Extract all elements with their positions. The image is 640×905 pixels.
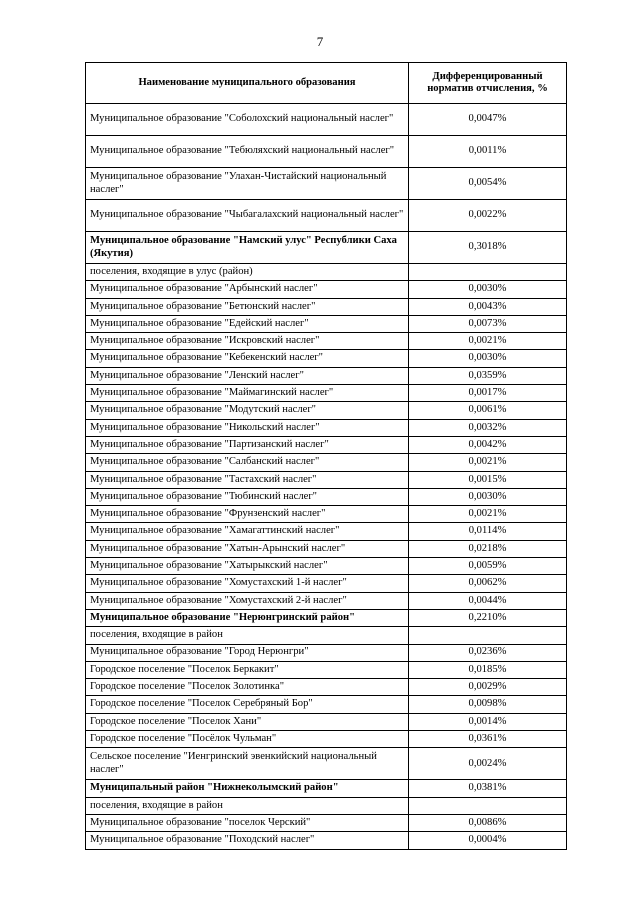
normative-value-cell: 0,0021% (409, 506, 567, 523)
municipality-name-cell: Городское поселение "Поселок Серебряный Бор" (86, 696, 409, 713)
municipality-name-cell: Муниципальное образование "Хамагаттинский наслег" (86, 523, 409, 540)
municipality-name-cell: Муниципальное образование "Хатын-Арынский наслег" (86, 540, 409, 557)
municipality-name-cell: Муниципальное образование "Бетюнский наслег" (86, 298, 409, 315)
municipality-name-cell: Муниципальное образование "Никольский наслег" (86, 419, 409, 436)
municipality-name-cell: Муниципальное образование "поселок Черский" (86, 814, 409, 831)
normative-value-cell: 0,0073% (409, 315, 567, 332)
normative-value-cell (409, 797, 567, 814)
normative-value-cell: 0,0218% (409, 540, 567, 557)
normative-value-cell: 0,3018% (409, 232, 567, 264)
table-row (86, 575, 567, 592)
municipality-name-cell: Муниципальное образование "Намский улус" Республики Саха (Якутия) (86, 232, 409, 264)
normative-value-cell: 0,0059% (409, 558, 567, 575)
normative-value-cell (409, 627, 567, 644)
normative-value-cell: 0,0024% (409, 748, 567, 780)
table-row (86, 713, 567, 730)
table-row (86, 696, 567, 713)
municipality-name-cell: Муниципальное образование "Маймагинский наслег" (86, 385, 409, 402)
municipality-name-cell: Сельское поселение "Иенгринский эвенкийский национальный наслег" (86, 748, 409, 780)
municipality-name-cell: Муниципальное образование "Тебюляхский национальный наслег" (86, 136, 409, 168)
table-row (86, 402, 567, 419)
normative-value-cell: 0,0011% (409, 136, 567, 168)
municipality-name-cell: Муниципальное образование "Нерюнгринский район" (86, 609, 409, 626)
normative-value-cell: 0,0185% (409, 661, 567, 678)
municipality-name-cell: Муниципальное образование "Чыбагалахский национальный наслег" (86, 200, 409, 232)
table-row (86, 200, 567, 232)
normative-value-cell: 0,0086% (409, 814, 567, 831)
normative-value-cell: 0,0021% (409, 333, 567, 350)
normative-value-cell: 0,0054% (409, 168, 567, 200)
normative-value-cell: 0,0014% (409, 713, 567, 730)
table-row (86, 333, 567, 350)
table-row (86, 609, 567, 626)
municipality-name-cell: Муниципальное образование "Салбанский наслег" (86, 454, 409, 471)
normative-value-cell: 0,0022% (409, 200, 567, 232)
table-row (86, 627, 567, 644)
normative-value-cell: 0,0030% (409, 350, 567, 367)
table-row (86, 661, 567, 678)
normative-value-cell: 0,0021% (409, 454, 567, 471)
normative-value-cell: 0,0098% (409, 696, 567, 713)
municipality-name-cell: Муниципальное образование "Город Нерюнгри" (86, 644, 409, 661)
municipality-name-cell: Муниципальное образование "Партизанский наслег" (86, 436, 409, 453)
municipality-name-cell: Городское поселение "Поселок Хани" (86, 713, 409, 730)
municipality-name-cell: Муниципальное образование "Едейский наслег" (86, 315, 409, 332)
municipality-name-cell: Муниципальное образование "Ленский наслег" (86, 367, 409, 384)
normative-value-cell: 0,0044% (409, 592, 567, 609)
table-row (86, 419, 567, 436)
table-row (86, 644, 567, 661)
normative-value-cell: 0,0062% (409, 575, 567, 592)
normative-value-cell: 0,0004% (409, 832, 567, 849)
table-row (86, 748, 567, 780)
table-row (86, 471, 567, 488)
normative-value-cell: 0,0359% (409, 367, 567, 384)
header-municipality-name: Наименование муниципального образования (86, 63, 409, 104)
table-row (86, 506, 567, 523)
municipality-name-cell: Муниципальное образование "Походский наслег" (86, 832, 409, 849)
normative-value-cell: 0,0030% (409, 488, 567, 505)
normative-value-cell: 0,2210% (409, 609, 567, 626)
table-row (86, 814, 567, 831)
normative-value-cell: 0,0236% (409, 644, 567, 661)
normative-value-cell: 0,0015% (409, 471, 567, 488)
table-row (86, 454, 567, 471)
normative-value-cell: 0,0030% (409, 281, 567, 298)
table-row (86, 731, 567, 748)
municipality-name-cell: Муниципальное образование "Хомустахский 1-й наслег" (86, 575, 409, 592)
municipality-name-cell: Муниципальное образование "Улахан-Чистайский национальный наслег" (86, 168, 409, 200)
table-row (86, 315, 567, 332)
municipality-name-cell: поселения, входящие в район (86, 797, 409, 814)
municipality-name-cell: Муниципальное образование "Тастахский наслег" (86, 471, 409, 488)
municipality-name-cell: Муниципальное образование "Фрунзенский наслег" (86, 506, 409, 523)
table-row (86, 264, 567, 281)
table-row (86, 168, 567, 200)
normative-value-cell: 0,0017% (409, 385, 567, 402)
municipality-name-cell: Муниципальное образование "Тюбинский наслег" (86, 488, 409, 505)
municipality-name-cell: поселения, входящие в улус (район) (86, 264, 409, 281)
municipality-name-cell: Городское поселение "Посёлок Чульман" (86, 731, 409, 748)
table-row (86, 679, 567, 696)
normative-value-cell: 0,0047% (409, 104, 567, 136)
normative-value-cell: 0,0061% (409, 402, 567, 419)
header-normative-percent: Дифференцированный норматив отчисления, % (409, 63, 567, 104)
normative-value-cell (409, 264, 567, 281)
municipality-name-cell: Муниципальный район "Нижнеколымский район" (86, 780, 409, 797)
municipality-name-cell: Муниципальное образование "Искровский наслег" (86, 333, 409, 350)
municipality-name-cell: Городское поселение "Поселок Беркакит" (86, 661, 409, 678)
normative-value-cell: 0,0361% (409, 731, 567, 748)
table-row (86, 436, 567, 453)
table-header-row (86, 63, 567, 104)
table-row (86, 592, 567, 609)
page-number: 7 (316, 34, 324, 49)
normative-value-cell: 0,0042% (409, 436, 567, 453)
table-row (86, 832, 567, 849)
table-row (86, 136, 567, 168)
table-row (86, 232, 567, 264)
normative-value-cell: 0,0114% (409, 523, 567, 540)
municipality-name-cell: Муниципальное образование "Арбынский наслег" (86, 281, 409, 298)
municipality-name-cell: Муниципальное образование "Кебекенский наслег" (86, 350, 409, 367)
table-row (86, 488, 567, 505)
normative-value-cell: 0,0043% (409, 298, 567, 315)
table-row (86, 281, 567, 298)
municipality-name-cell: Муниципальное образование "Хомустахский 2-й наслег" (86, 592, 409, 609)
table-row (86, 350, 567, 367)
municipality-name-cell: Муниципальное образование "Хатырыкский наслег" (86, 558, 409, 575)
normative-value-cell: 0,0029% (409, 679, 567, 696)
municipality-name-cell: поселения, входящие в район (86, 627, 409, 644)
table-row (86, 523, 567, 540)
municipality-name-cell: Городское поселение "Поселок Золотинка" (86, 679, 409, 696)
table-row (86, 797, 567, 814)
normative-value-cell: 0,0381% (409, 780, 567, 797)
table-body (86, 104, 567, 850)
table-row (86, 298, 567, 315)
table-row (86, 104, 567, 136)
municipality-name-cell: Муниципальное образование "Соболохский национальный наслег" (86, 104, 409, 136)
table-row (86, 540, 567, 557)
table-row (86, 558, 567, 575)
table-row (86, 780, 567, 797)
table-row (86, 385, 567, 402)
municipality-name-cell: Муниципальное образование "Модутский наслег" (86, 402, 409, 419)
table-row (86, 367, 567, 384)
normative-value-cell: 0,0032% (409, 419, 567, 436)
normative-table (85, 62, 567, 850)
